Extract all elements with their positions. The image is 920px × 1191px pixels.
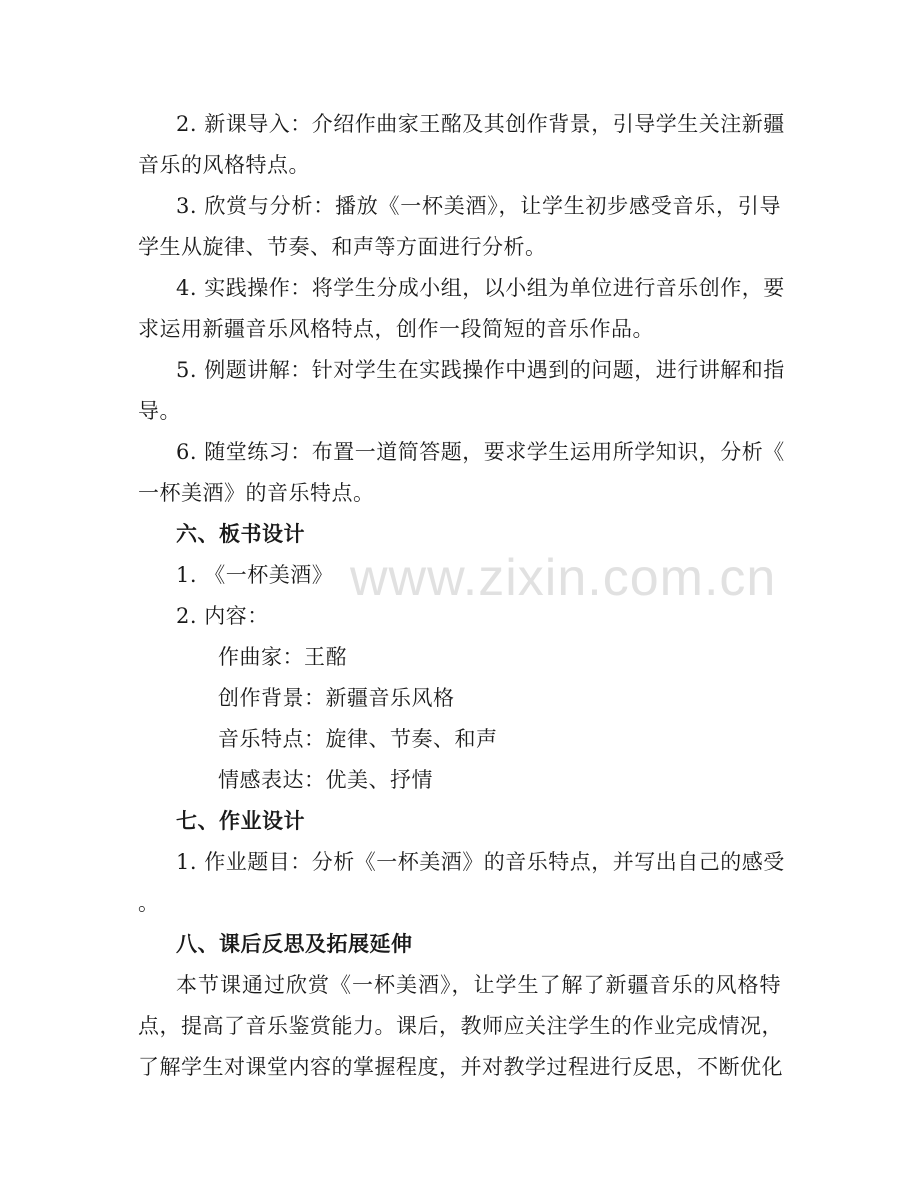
section-heading-homework: 七、作业设计 [176, 809, 305, 833]
step-3-line-2: 学生从旋律、节奏、和声等方面进行分析。 [138, 235, 547, 259]
step-4-line-1: 4. 实践操作：将学生分成小组，以小组为单位进行音乐创作，要 [176, 276, 785, 300]
step-3-line-1: 3. 欣赏与分析：播放《一杯美酒》，让学生初步感受音乐，引导 [176, 194, 781, 218]
reflection-line-1: 本节课通过欣赏《一杯美酒》，让学生了解了新疆音乐的风格特 [176, 973, 781, 997]
step-5-line-2: 导。 [138, 399, 181, 423]
step-5-line-1: 5. 例题讲解：针对学生在实践操作中遇到的问题，进行讲解和指 [176, 358, 785, 382]
step-4-line-2: 求运用新疆音乐风格特点，创作一段简短的音乐作品。 [138, 317, 654, 341]
board-content-background: 创作背景：新疆音乐风格 [218, 686, 455, 710]
reflection-line-2: 点，提高了音乐鉴赏能力。课后，教师应关注学生的作业完成情况， [138, 1014, 783, 1038]
homework-line-1: 1. 作业题目：分析《一杯美酒》的音乐特点，并写出自己的感受 [176, 850, 785, 874]
board-content-composer: 作曲家：王酩 [218, 645, 347, 669]
step-2-line-1: 2. 新课导入：介绍作曲家王酩及其创作背景，引导学生关注新疆 [176, 112, 785, 136]
homework-line-2: 。 [138, 891, 160, 915]
step-6-line-1: 6. 随堂练习：布置一道简答题，要求学生运用所学知识，分析《 [176, 440, 785, 464]
section-heading-reflection: 八、课后反思及拓展延伸 [176, 932, 413, 956]
section-heading-board-design: 六、板书设计 [176, 522, 305, 546]
board-item-1: 1. 《一杯美酒》 [176, 563, 334, 587]
board-content-emotion: 情感表达：优美、抒情 [218, 768, 433, 792]
board-content-features: 音乐特点：旋律、节奏、和声 [218, 727, 498, 751]
step-6-line-2: 一杯美酒》的音乐特点。 [138, 481, 375, 505]
board-item-2: 2. 内容： [176, 604, 269, 628]
reflection-line-3: 了解学生对课堂内容的掌握程度，并对教学过程进行反思，不断优化 [138, 1055, 783, 1079]
watermark: www.zixin.com.cn [350, 549, 777, 607]
step-2-line-2: 音乐的风格特点。 [138, 153, 310, 177]
